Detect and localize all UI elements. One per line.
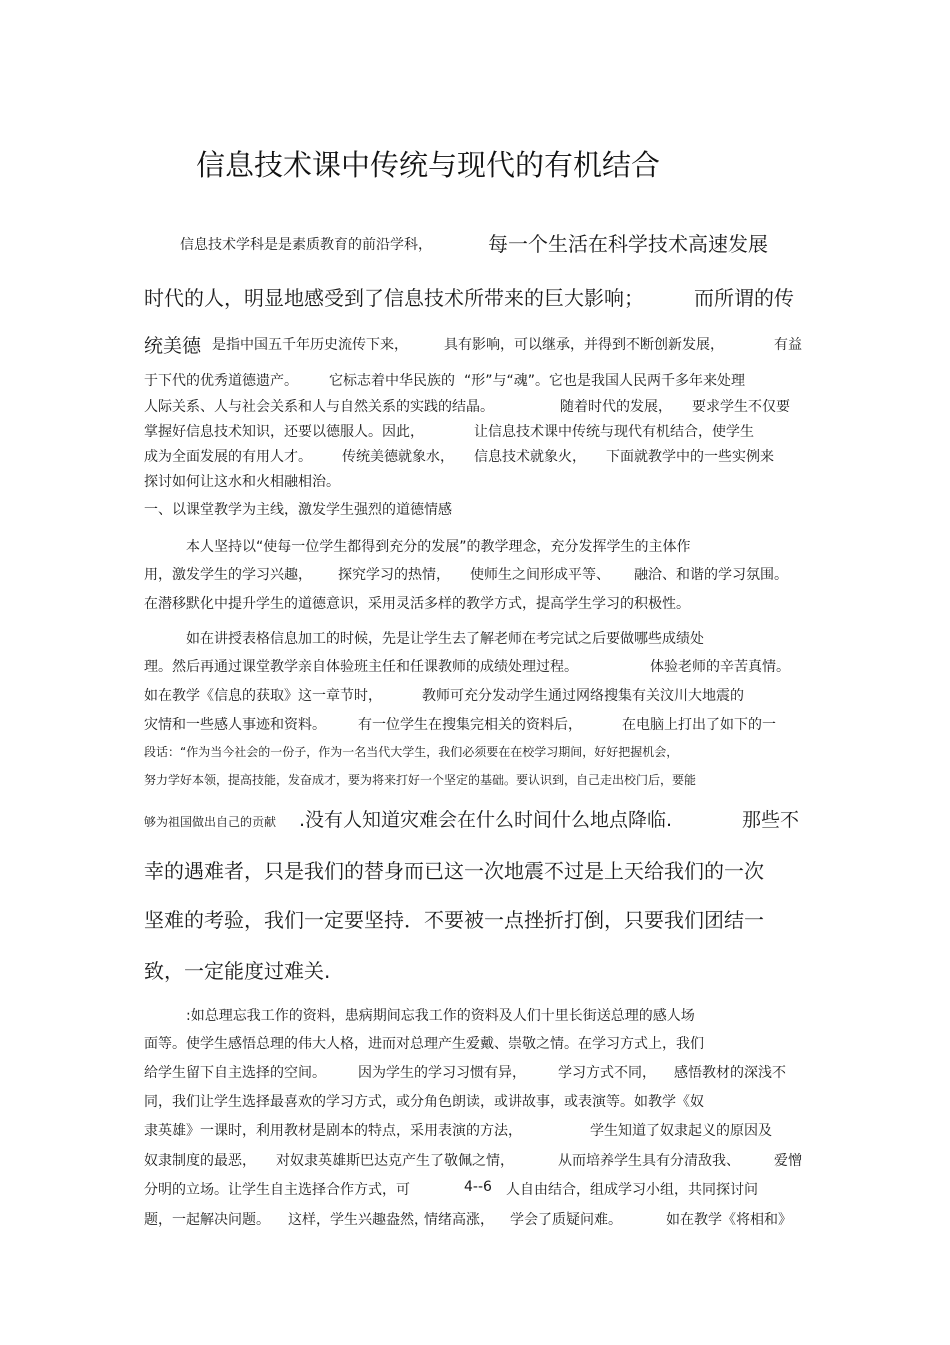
text-line xyxy=(144,1033,704,1053)
text-segment: 使师生之间形成平等、 xyxy=(470,567,610,583)
text-segment: 给学生留下自主选择的空间。 xyxy=(144,1065,326,1081)
text-segment: 灾情和一些感人事迹和资料。 xyxy=(144,717,326,733)
text-segment: 有益 xyxy=(774,337,802,353)
text-segment: 如在教学《信息的获取》这一章节时， xyxy=(144,688,382,704)
text-segment: 致，一定能度过难关. xyxy=(144,959,331,983)
text-segment: 在电脑上打出了如下的一 xyxy=(622,717,776,733)
text-segment: 学生知道了奴隶起义的原因及 xyxy=(590,1123,772,1139)
text-segment: 掌握好信息技术知识，还要以德服人。因此， xyxy=(144,424,424,440)
text-line xyxy=(144,771,696,788)
text-segment: 融洽、和谐的学习氛围。 xyxy=(634,567,788,583)
text-line xyxy=(144,446,774,466)
text-segment: 是指中国五千年历史流传下来， xyxy=(212,337,408,353)
text-segment: 于下代的优秀道德遗产。 xyxy=(144,373,298,389)
text-segment: 如在讲授表格信息加工的时候，先是让学生去了解老师在考完试之后要做哪些成绩处 xyxy=(186,631,704,647)
text-segment: 同，我们让学生选择最喜欢的学习方式，或分角色朗读，或讲故事，或表演等。如教学《奴 xyxy=(144,1094,704,1110)
text-line xyxy=(144,564,788,584)
text-segment: 坚难的考验，我们一定要坚持．不要被一点挫折打倒，只要我们团结一 xyxy=(144,908,764,932)
text-line xyxy=(186,536,691,556)
text-line xyxy=(144,1120,772,1140)
text-segment: 每一个生活在科学技术高速发展 xyxy=(488,232,768,256)
text-segment: 因为学生的学习习惯有异， xyxy=(358,1065,526,1081)
text-segment: 下面就教学中的一些实例来 xyxy=(606,449,774,465)
text-segment: 成为全面发展的有用人才。 xyxy=(144,449,312,465)
text-segment: 对奴隶英雄斯巴达克产生了敬佩之情， xyxy=(276,1153,514,1169)
text-line xyxy=(144,370,746,390)
text-segment: “形”与“魂”。它也是我国人民两千多年来处理 xyxy=(464,373,746,389)
text-line xyxy=(144,282,794,311)
text-segment: 从而培养学生具有分清敌我、 xyxy=(558,1153,740,1169)
text-segment: 感悟教材的深浅不 xyxy=(674,1065,786,1081)
text-segment: 要求学生不仅要 xyxy=(692,399,790,415)
text-segment: 如在教学《将相和》 xyxy=(666,1212,792,1228)
text-segment: 分明的立场。让学生自主选择合作方式，可 xyxy=(144,1182,410,1198)
text-segment: 体验老师的辛苦真情。 xyxy=(650,659,790,675)
text-segment: 它标志着中华民族的 xyxy=(329,373,455,389)
text-segment: 学会了质疑问难。 xyxy=(510,1212,622,1228)
text-segment: 这样，学生兴趣盎然， xyxy=(288,1212,428,1228)
text-segment: 探究学习的热情， xyxy=(338,567,450,583)
text-line xyxy=(144,471,340,491)
text-segment: 奴隶制度的最恶， xyxy=(144,1153,256,1169)
text-segment: .没有人知道灾难会在什么时间什么地点降临. xyxy=(299,809,673,831)
text-line xyxy=(144,685,744,705)
text-line xyxy=(144,805,800,831)
text-segment: 人际关系、人与社会关系和人与自然关系的实践的结晶。 xyxy=(144,399,494,415)
text-segment: 教师可充分发动学生通过网络搜集有关汶川大地震的 xyxy=(422,688,744,704)
text-segment: 隶英雄》一课时，利用教材是剧本的特点，采用表演的方法， xyxy=(144,1123,522,1139)
text-line xyxy=(144,855,764,884)
text-segment: :如总理忘我工作的资料，患病期间忘我工作的资料及人们十里长街送总理的感人场 xyxy=(186,1008,695,1024)
text-segment: 情绪高涨， xyxy=(424,1212,494,1228)
text-segment: 有一位学生在搜集完相关的资料后， xyxy=(358,717,582,733)
text-segment: 信息技术就象火， xyxy=(474,449,586,465)
text-line xyxy=(144,1209,792,1229)
text-segment: 信息技术学科是是素质教育的前沿学科， xyxy=(180,237,432,253)
text-line xyxy=(144,1179,758,1199)
text-line xyxy=(144,421,754,441)
text-segment: 面等。使学生感悟总理的伟大人格，进而对总理产生爱戴、崇敬之情。在学习方式上，我们 xyxy=(144,1036,704,1052)
text-segment: 理。然后再通过课堂教学亲自体验班主任和任课教师的成绩处理过程。 xyxy=(144,659,578,675)
text-segment: 幸的遇难者，只是我们的替身而已这一次地震不过是上天给我们的一次 xyxy=(144,859,764,883)
text-segment: 传统美德就象水， xyxy=(342,449,454,465)
text-segment: 题，一起解决问题。 xyxy=(144,1212,270,1228)
text-line xyxy=(144,743,678,760)
text-segment: 具有影响，可以继承，并得到不断创新发展， xyxy=(444,337,724,353)
text-segment: 人自由结合，组成学习小组，共同探讨问 xyxy=(506,1182,758,1198)
text-segment: 而所谓的传 xyxy=(694,286,794,310)
text-line xyxy=(144,1062,786,1082)
text-line xyxy=(144,331,802,358)
text-segment: 够为祖国做出自己的贡献 xyxy=(144,815,277,829)
document-title: 信息技术课中传统与现代的有机结合 xyxy=(196,148,661,183)
text-line xyxy=(144,593,690,613)
text-line xyxy=(144,714,776,734)
text-segment: 用，激发学生的学习兴趣， xyxy=(144,567,312,583)
text-line xyxy=(144,955,330,984)
text-segment: 爱憎 xyxy=(774,1153,802,1169)
text-segment: 在潜移默化中提升学生的道德意识，采用灵活多样的教学方式，提高学生学习的积极性。 xyxy=(144,596,690,612)
text-line xyxy=(144,1150,802,1170)
text-segment: 本人坚持以“使每一位学生都得到充分的发展”的教学理念，充分发挥学生的主体作 xyxy=(186,539,691,555)
text-segment: 段话：“作为当今社会的一份子，作为一名当代大学生，我们必须要在在校学习期间，好好把握机会， xyxy=(144,745,679,759)
text-segment: 一、以课堂教学为主线，激发学生强烈的道德情感 xyxy=(144,502,452,518)
text-segment: 随着时代的发展， xyxy=(560,399,672,415)
text-line xyxy=(144,396,790,416)
text-line xyxy=(144,904,764,933)
section-heading xyxy=(144,499,452,519)
text-segment: 让信息技术课中传统与现代有机结合，使学生 xyxy=(474,424,754,440)
text-segment: 4--6 xyxy=(464,1179,492,1195)
text-segment: 时代的人，明显地感受到了信息技术所带来的巨大影响； xyxy=(144,286,644,310)
text-line xyxy=(186,628,704,648)
text-line xyxy=(144,1091,704,1111)
text-line xyxy=(144,656,790,676)
text-segment: 统美德 xyxy=(144,335,202,357)
text-segment: 学习方式不同， xyxy=(558,1065,656,1081)
text-segment: 探讨如何让这水和火相融相治。 xyxy=(144,474,340,490)
text-line xyxy=(180,232,768,256)
text-segment: 努力学好本领，提高技能，发奋成才，要为将来打好一个坚定的基础。要认识到，自己走出校门后，要能 xyxy=(144,773,697,787)
text-line xyxy=(186,1005,695,1025)
text-segment: 那些不 xyxy=(742,809,800,831)
